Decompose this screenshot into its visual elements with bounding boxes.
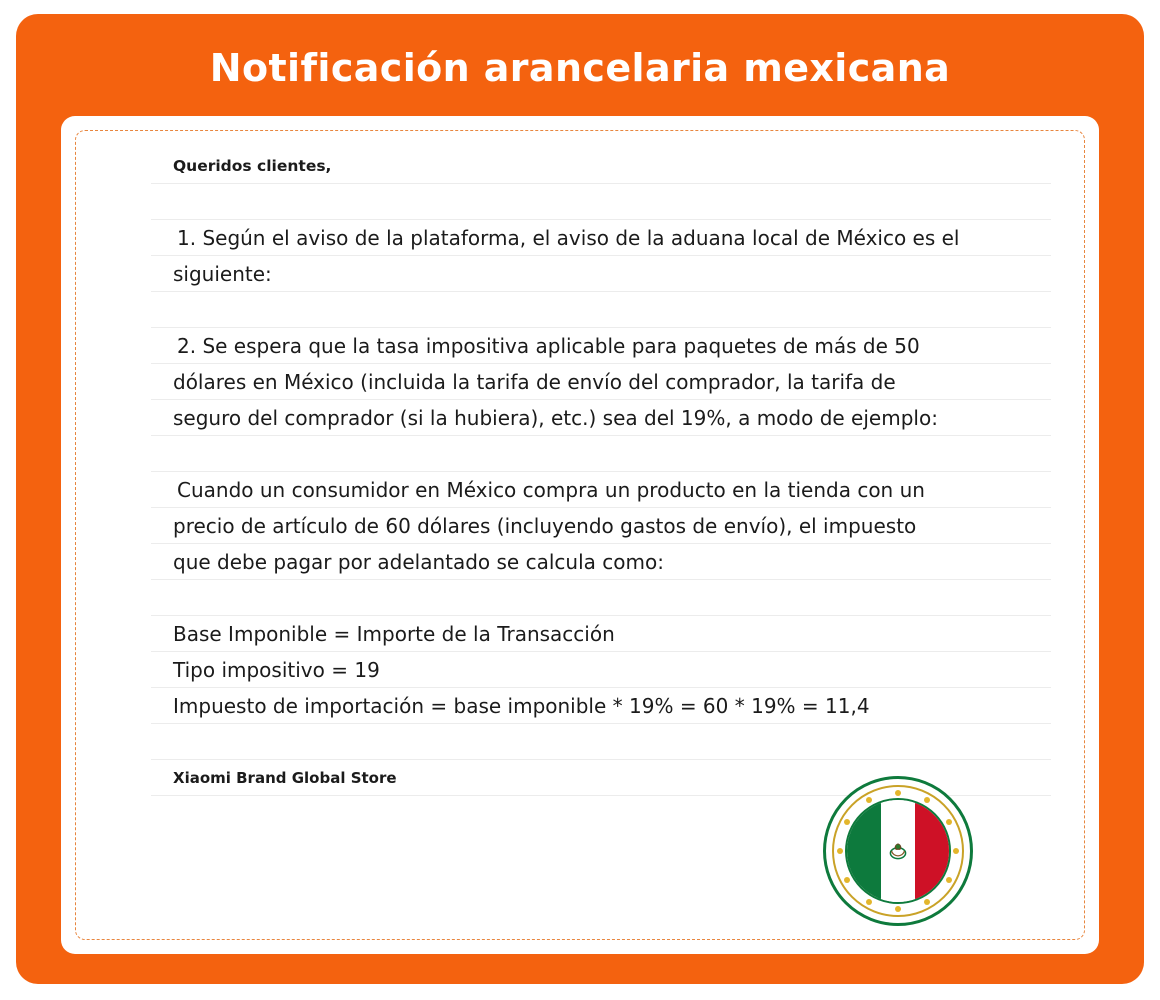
- notice-line: 1. Según el aviso de la plataforma, el aviso de la aduana local de México es el: [151, 220, 1051, 256]
- greeting: Queridos clientes,: [151, 148, 1051, 184]
- notice-line: seguro del comprador (si la hubiera), etc.) sea del 19%, a modo de ejemplo:: [151, 400, 1051, 436]
- notice-line: que debe pagar por adelantado se calcula como:: [151, 544, 1051, 580]
- import-tax-line: Impuesto de importación = base imponible * 19% = 60 * 19% = 11,4: [151, 688, 1051, 724]
- store-signature: Xiaomi Brand Global Store: [151, 760, 1051, 796]
- notice-line: precio de artículo de 60 dólares (incluyendo gastos de envío), el impuesto: [151, 508, 1051, 544]
- spacer-line: [151, 292, 1051, 328]
- notice-line: 2. Se espera que la tasa impositiva aplicable para paquetes de más de 50: [151, 328, 1051, 364]
- notice-line: dólares en México (incluida la tarifa de envío del comprador, la tarifa de: [151, 364, 1051, 400]
- spacer-line: [151, 580, 1051, 616]
- spacer-line: [151, 436, 1051, 472]
- tax-rate-line: Tipo impositivo = 19: [151, 652, 1051, 688]
- notice-line: siguiente:: [151, 256, 1051, 292]
- spacer-line: [151, 724, 1051, 760]
- notice-card: [61, 116, 1099, 954]
- notice-content: [151, 148, 1051, 796]
- page-title: Notificación arancelaria mexicana: [209, 46, 951, 90]
- mexico-flag-seal-icon: [823, 776, 973, 926]
- spacer-line: [151, 184, 1051, 220]
- notice-poster: [16, 14, 1144, 984]
- tax-base-line: Base Imponible = Importe de la Transacción: [151, 616, 1051, 652]
- notice-line: Cuando un consumidor en México compra un producto en la tienda con un: [151, 472, 1051, 508]
